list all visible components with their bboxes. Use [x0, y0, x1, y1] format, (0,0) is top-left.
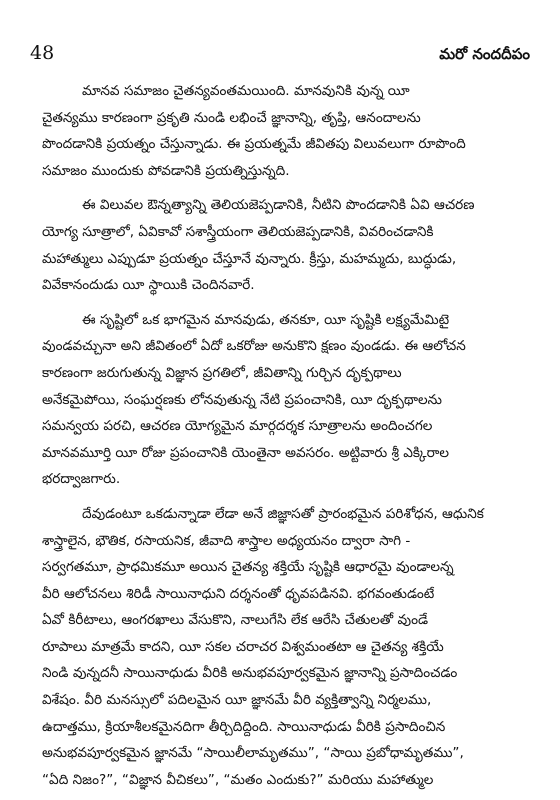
text-line: శాస్త్రాలైన, భౌతిక, రసాయనిక, జీవాది శాస్త్రాల అధ్యయనం ద్వారా సాగి - — [42, 532, 411, 549]
paragraph — [42, 78, 532, 184]
text-line: పొందడానికి ప్రయత్నం చేస్తున్నాడు. ఈ ప్రయత్నమే జీవితపు విలువలుగా రూపొంది — [42, 136, 466, 153]
text-line: సర్వగతమూ, ప్రాధమికమూ అయిన చైతన్య శక్తియే సృష్టికి ఆధారమై వుండాలన్న — [42, 559, 454, 576]
text-line: వీరి ఆలోచనలు శిరిడీ సాయినాధుని దర్శనంతో ధృవపడినవి. భగవంతుడంటే — [42, 585, 435, 602]
text-line: అనుభవపూర్వకమైన జ్ఞానమే “సాయిలీలామృతము”, “సాయి ప్రబోధామృతము”, — [42, 745, 464, 762]
text-line: ఈ సృష్టిలో ఒక భాగమైన మానవుడు, తనకూ, యీ సృష్టికి లక్ష్యమేమిటై — [82, 311, 450, 328]
text-line: యోగ్య సూత్రాలో, ఏవికావో సశాస్త్రీయంగా తెలియజెప్పడానికి, వివరించడానికి — [42, 223, 434, 240]
text-line: చైతన్యము కారణంగా ప్రకృతి నుండి లభించే జ్ఞానాన్ని, తృప్తి, ఆనందాలను — [42, 109, 421, 126]
text-line: అనేకమైపోయి, సంఘర్షణకు లోనవుతున్న నేటి ప్రపంచానికి, యీ దృక్పథాలను — [42, 391, 442, 408]
text-line: విశేషం. వీరి మనస్సులో పదిలమైన యీ జ్ఞానమే వీరి వ్యక్తిత్వాన్ని నిర్మలము, — [42, 692, 432, 709]
text-line: భరద్వాజగారు. — [42, 471, 121, 488]
text-line: మానవ సమాజం చైతన్యవంతమయింది. మానవునికి వున్న యీ — [82, 83, 410, 99]
text-line: వివేకానందుడు యీ స్థాయికి చెందినవారే. — [42, 277, 255, 294]
running-head: మరో నందదీపం — [439, 45, 530, 63]
paragraph — [42, 501, 532, 794]
text-line: మహాత్ములు ఎప్పుడూ ప్రయత్నం చేస్తూనే వున్నారు. క్రీస్తు, మహమ్మదు, బుద్ధుడు, — [42, 250, 457, 267]
text-line: సమాజం ముందుకు పోవడానికి ప్రయత్నిస్తున్నది. — [42, 162, 290, 179]
text-line: ఉదాత్తము, క్రియాశీలకమైనదిగా తీర్చిదిద్దింది. సాయినాధుడు వీరికి ప్రసాదించిన — [42, 718, 446, 735]
text-line: “ఏది నిజం?”, “విజ్ఞాన వీచికలు”, “మతం ఎందుకు?” మరియు మహాత్ముల — [42, 771, 434, 788]
text-line: ఏవో కిరీటాలు, ఆంగరఖాలు వేసుకొని, నాలుగేసి లేక ఆరేసి చేతులతో వుండే — [42, 612, 429, 629]
text-line: రూపాలు మాత్రమే కాదని, యీ సకల చరాచర విశ్వమంతటా ఆ చైతన్య శక్తియే — [42, 638, 444, 655]
text-line: మానవమూర్తి యీ రోజు ప్రపంచానికి యెంతైనా అవసరం. అట్టివారు శ్రీ ఎక్కిరాల — [42, 444, 449, 461]
text-line: కారణంగా జరుగుతున్న విజ్ఞాన ప్రగతిలో, జీవితాన్ని గుర్చిన దృక్పథాలు — [42, 364, 402, 381]
body-text — [42, 78, 532, 793]
text-line: ఈ విలువల ఔన్నత్యాన్ని తెలియజెప్పడానికి, నీటిని పొందడానికి ఏవి ఆచరణ — [82, 197, 475, 214]
text-line: నిండి వున్నదనీ సాయినాధుడు వీరికి అనుభవపూర్వకమైన జ్ఞానాన్ని ప్రసాదించడం — [42, 665, 458, 682]
paragraph — [42, 307, 532, 493]
text-line: సమన్వయ పరచి, ఆచరణ యోగ్యమైన మార్గదర్శక సూత్రాలను అందించగల — [42, 418, 433, 435]
text-line: దేవుడంటూ ఒకడున్నాడా లేడా అనే జిజ్ఞాసతో ప్రారంభమైన పరిశోధన, ఆధునిక — [82, 505, 484, 522]
page-number: 48 — [30, 42, 55, 64]
page-header — [30, 42, 530, 67]
text-line: వుండవచ్చునా అని జీవితంలో ఏదో ఒకరోజు అనుకొని క్షణం వుండడు. ఈ ఆలోచన — [42, 338, 466, 355]
paragraph — [42, 192, 532, 298]
